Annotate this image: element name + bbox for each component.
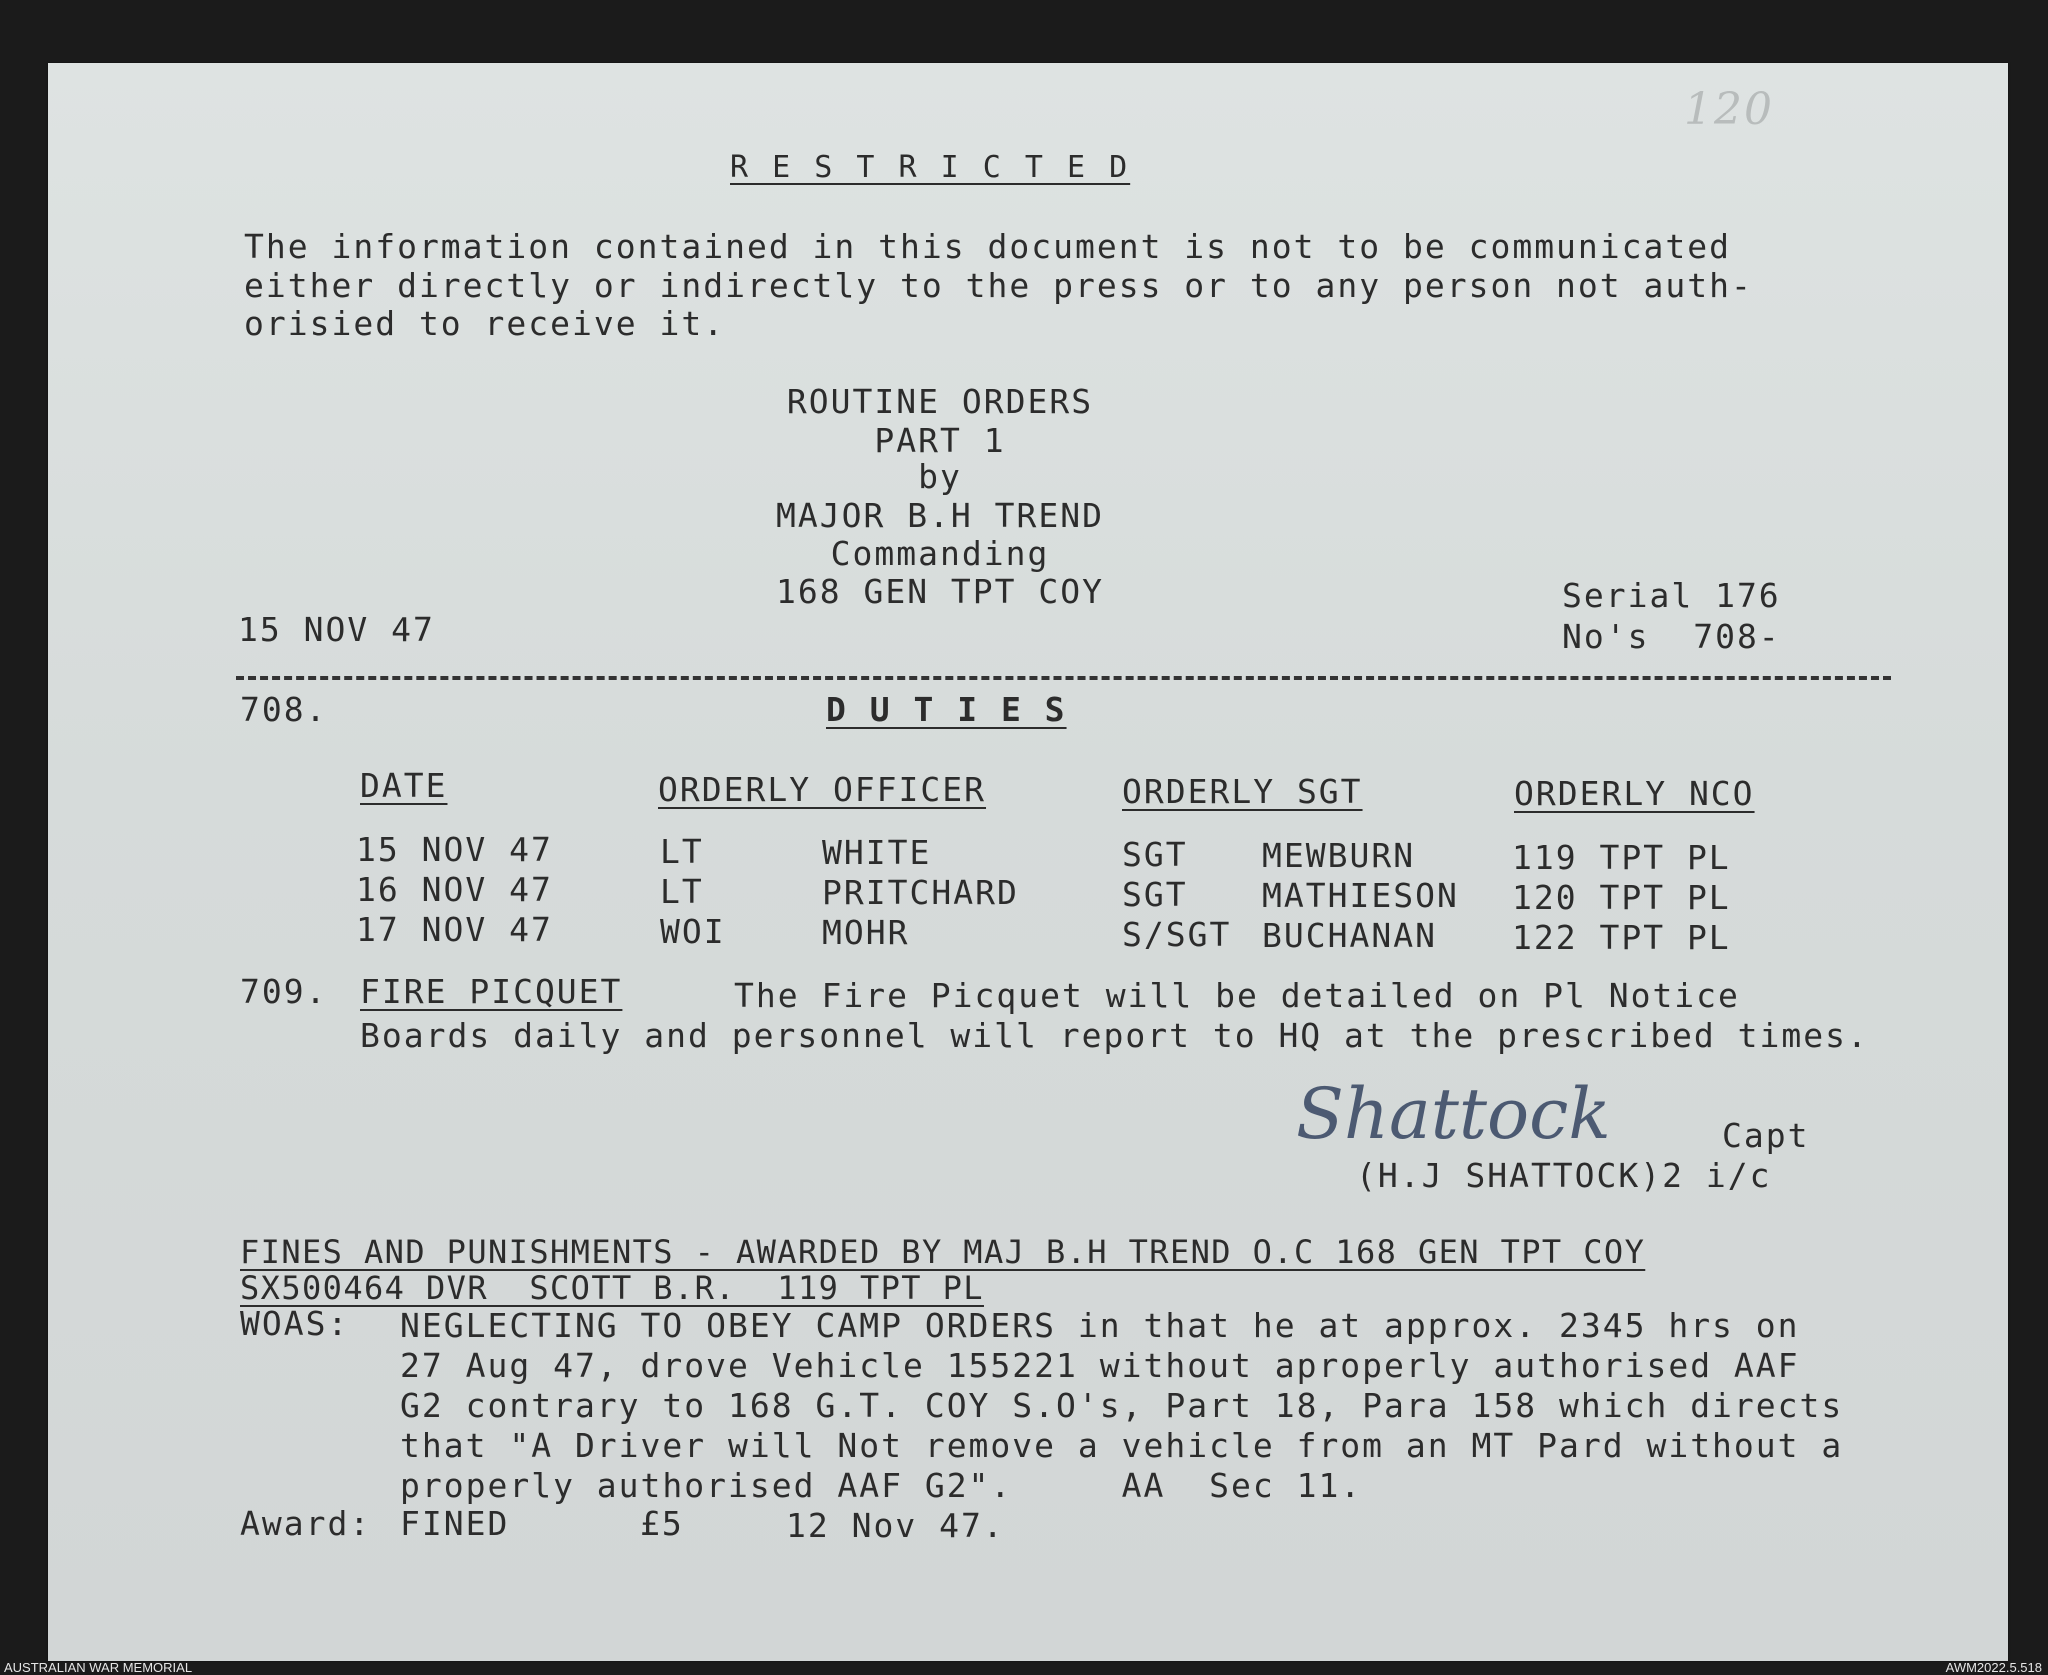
woas-label: WOAS: bbox=[240, 1304, 350, 1343]
header-orderly-nco: ORDERLY NCO bbox=[1514, 774, 1755, 813]
duty-sgt-rank: S/SGT bbox=[1122, 915, 1232, 954]
duty-officer-rank: WOI bbox=[660, 912, 726, 951]
order-numbers: No's 708- bbox=[1562, 617, 1781, 656]
charge-line-1: NEGLECTING TO OBEY CAMP ORDERS in that he at approx. 2345 hrs on bbox=[400, 1306, 1800, 1345]
duty-sgt-rank: SGT bbox=[1122, 875, 1188, 914]
duties-title: D U T I E S bbox=[826, 690, 1067, 729]
header-orderly-officer: ORDERLY OFFICER bbox=[658, 770, 987, 809]
duty-officer: MOHR bbox=[822, 913, 910, 952]
heading-line-2: PART 1 bbox=[874, 421, 1006, 460]
heading-line-3: by bbox=[918, 457, 962, 496]
duty-sgt: MATHIESON bbox=[1262, 876, 1459, 915]
duty-nco: 122 TPT PL bbox=[1512, 918, 1731, 957]
pencil-mark: 120 bbox=[1684, 84, 1774, 135]
fire-picquet-line-2: Boards daily and personnel will report to HQ at the prescribed times. bbox=[360, 1016, 1869, 1055]
fines-soldier: SX500464 DVR SCOTT B.R. 119 TPT PL bbox=[240, 1269, 984, 1307]
duty-date: 15 NOV 47 bbox=[356, 830, 553, 869]
serial-number: Serial 176 bbox=[1562, 576, 1781, 615]
charge-line-5: properly authorised AAF G2". AA Sec 11. bbox=[400, 1466, 1363, 1505]
charge-line-3: G2 contrary to 168 G.T. COY S.O's, Part 18, Para 158 which directs bbox=[400, 1386, 1844, 1425]
award-value: FINED bbox=[400, 1504, 510, 1543]
fire-picquet-line-1: The Fire Picquet will be detailed on Pl Notice bbox=[734, 976, 1740, 1015]
order-date: 15 NOV 47 bbox=[238, 610, 435, 649]
heading-line-4: MAJOR B.H TREND bbox=[775, 496, 1104, 535]
fines-heading: FINES AND PUNISHMENTS - AWARDED BY MAJ B.H TREND O.C 168 GEN TPT COY bbox=[240, 1233, 1646, 1271]
duty-sgt-rank: SGT bbox=[1122, 835, 1188, 874]
award-date: 12 Nov 47. bbox=[786, 1506, 1005, 1545]
header-date: DATE bbox=[360, 766, 448, 805]
duty-date: 16 NOV 47 bbox=[356, 870, 553, 909]
classification-heading: R E S T R I C T E D bbox=[730, 150, 1131, 185]
duty-officer: PRITCHARD bbox=[822, 873, 1019, 912]
duty-officer-rank: LT bbox=[660, 832, 704, 871]
signature-rank: Capt bbox=[1722, 1116, 1810, 1155]
heading-line-1: ROUTINE ORDERS bbox=[786, 382, 1094, 421]
footer-institution: AUSTRALIAN WAR MEMORIAL bbox=[4, 1660, 193, 1675]
warning-line-3: orisied to receive it. bbox=[244, 304, 726, 343]
fire-picquet-title: FIRE PICQUET bbox=[360, 972, 623, 1011]
warning-line-1: The information contained in this document is not to be communicated bbox=[244, 227, 1732, 266]
award-label: Award: bbox=[240, 1504, 372, 1543]
duty-sgt: MEWBURN bbox=[1262, 836, 1416, 875]
duty-officer: WHITE bbox=[822, 833, 932, 872]
award-amount: £5 bbox=[640, 1504, 684, 1543]
duty-sgt: BUCHANAN bbox=[1262, 916, 1437, 955]
signatory-name: (H.J SHATTOCK)2 i/c bbox=[1356, 1156, 1772, 1195]
item-708-number: 708. bbox=[240, 690, 328, 729]
charge-line-4: that "A Driver will Not remove a vehicle from an MT Pard without a bbox=[400, 1426, 1844, 1465]
heading-line-5: Commanding bbox=[830, 534, 1050, 573]
header-orderly-sgt: ORDERLY SGT bbox=[1122, 772, 1363, 811]
duty-nco: 119 TPT PL bbox=[1512, 838, 1731, 877]
duty-nco: 120 TPT PL bbox=[1512, 878, 1731, 917]
charge-line-2: 27 Aug 47, drove Vehicle 155221 without aproperly authorised AAF bbox=[400, 1346, 1800, 1385]
duty-date: 17 NOV 47 bbox=[356, 910, 553, 949]
dashed-separator bbox=[236, 676, 1891, 680]
duty-officer-rank: LT bbox=[660, 872, 704, 911]
item-709-number: 709. bbox=[240, 972, 328, 1011]
warning-line-2: either directly or indirectly to the press or to any person not auth- bbox=[244, 266, 1753, 305]
heading-line-6: 168 GEN TPT COY bbox=[775, 572, 1104, 611]
footer-accession: AWM2022.5.518 bbox=[1945, 1660, 2042, 1675]
signature: Shattock bbox=[1296, 1073, 1611, 1155]
